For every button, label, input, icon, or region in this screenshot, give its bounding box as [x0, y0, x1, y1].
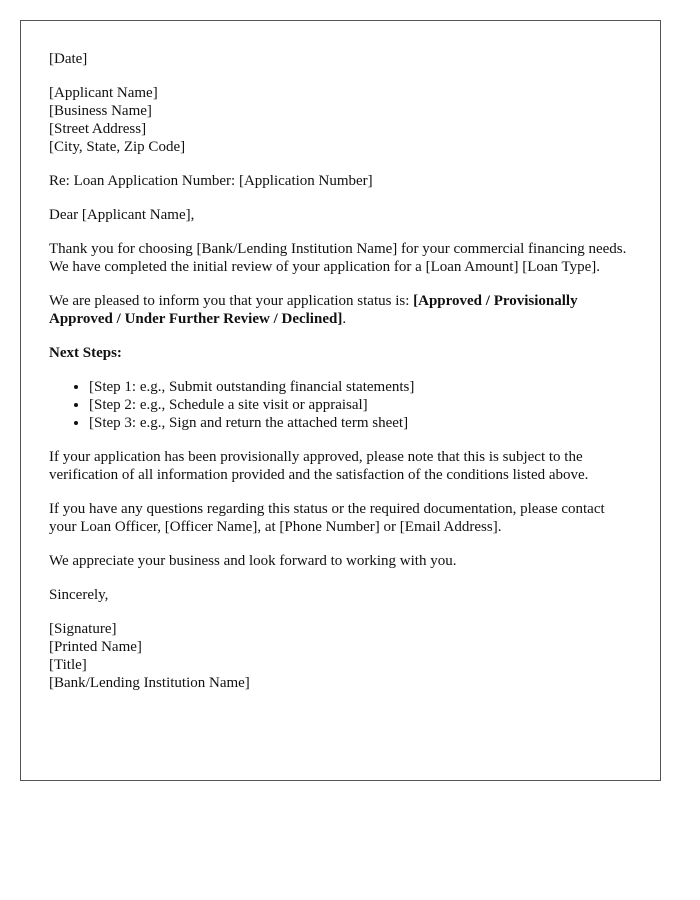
conditions-paragraph: If your application has been provisionally approved, please note that this is subject to the verification of all information provided and the satisfaction of the conditions listed above.: [49, 449, 589, 483]
recipient-street: [Street Address]: [49, 121, 147, 137]
status-value: [Approved / Provisionally Approved / Under Further Review / Declined]: [49, 293, 578, 327]
signature: [Signature]: [49, 621, 117, 637]
status-end: .: [342, 311, 347, 327]
next-steps-heading: [49, 344, 632, 362]
signature-block: [49, 620, 632, 692]
recipient-city-state-zip: [City, State, Zip Code]: [49, 139, 186, 155]
recipient-business: [Business Name]: [49, 103, 152, 119]
recipient-address: [49, 84, 632, 156]
status-paragraph: [49, 292, 632, 328]
status-intro: We are pleased to inform you that your application status is:: [49, 293, 414, 309]
list-item: • [Step 1: e.g., Submit outstanding financial statements]: [89, 378, 632, 396]
list-item: • [Step 3: e.g., Sign and return the attached term sheet]: [89, 414, 632, 432]
printed-name: [Printed Name]: [49, 639, 142, 655]
next-steps-heading-text: Next Steps:: [49, 345, 122, 361]
contact-paragraph: If you have any questions regarding this status or the required documentation, please contact your Loan Officer, [Officer Name], at [Phone Number] or [Email Address].: [49, 501, 605, 535]
next-steps-list: [49, 378, 632, 432]
signer-title: [Title]: [49, 657, 87, 673]
letter-page: [20, 20, 661, 781]
recipient-name: [Applicant Name]: [49, 85, 158, 101]
intro-paragraph: Thank you for choosing [Bank/Lending Institution Name] for your commercial financing needs. We have completed the initial review of your application for a [Loan Amount] [Loan Type].: [49, 241, 627, 275]
sign-off: Sincerely,: [49, 587, 109, 603]
list-item: • [Step 2: e.g., Schedule a site visit or appraisal]: [89, 396, 632, 414]
signer-institution: [Bank/Lending Institution Name]: [49, 675, 250, 691]
re-line: Re: Loan Application Number: [Application Number]: [49, 173, 373, 189]
closing-paragraph: We appreciate your business and look forward to working with you.: [49, 553, 457, 569]
salutation: Dear [Applicant Name],: [49, 207, 195, 223]
letter-date: [Date]: [49, 51, 88, 67]
